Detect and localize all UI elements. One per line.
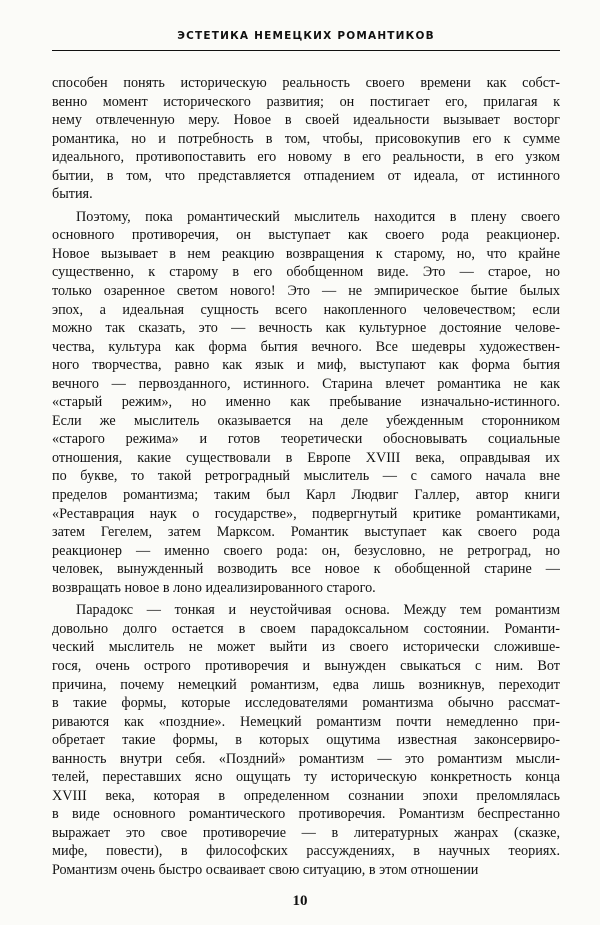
text-line: ческий мыслитель не может выйти из своего исторически сложивше- bbox=[52, 639, 560, 656]
text-line: бытии, в том, что представляется отпадением от идеала, от истинного bbox=[52, 167, 560, 184]
header-rule bbox=[52, 50, 560, 51]
text-line: причина, почему немецкий романтизм, едва лишь возникнув, переходит bbox=[52, 676, 560, 693]
running-header: ЭСТЕТИКА НЕМЕЦКИХ РОМАНТИКОВ bbox=[177, 30, 435, 42]
text-line: нему отвлеченную меру. Новое в своей идеальности вызывает восторг bbox=[52, 112, 560, 129]
text-line: можно так сказать, это — вечность как культурное достояние челове- bbox=[52, 320, 560, 337]
text-line: чества, культура как форма бытия вечного. Все шедевры художествен- bbox=[52, 338, 560, 355]
text-line: Если же мыслитель оказывается на деле убежденным сторонником bbox=[52, 412, 560, 429]
body-text bbox=[52, 74, 560, 880]
text-line: Поэтому, пока романтический мыслитель находится в плену своего bbox=[76, 208, 560, 225]
text-line: «Реставрация наук о государстве», подвергнутый критике романтиками, bbox=[52, 505, 560, 522]
text-line: выражает это свое противоречие — в литературных жанрах (сказке, bbox=[52, 824, 560, 841]
text-line: бытия. bbox=[52, 186, 93, 203]
page-number: 10 bbox=[292, 893, 308, 909]
text-line: мифе, повести), в философских рассуждениях, в научных теориях. bbox=[52, 843, 560, 860]
text-line: в такие формы, которые исследователями романтизма обычно рассмат- bbox=[52, 695, 560, 712]
text-line: эпох, а идеальная сущность всего накопленного человечеством; если bbox=[52, 301, 560, 318]
text-line: отношения, какие существовали в Европе XVIII века, оправдывая их bbox=[52, 449, 560, 466]
text-line: вечного — первозданного, истинного. Старина влечет романтика не как bbox=[52, 375, 560, 392]
text-line: риваются как «поздние». Немецкий романтизм почти немедленно при- bbox=[52, 713, 560, 730]
text-line: ванность внутри себя. «Поздний» романтизм — это романтизм мысли- bbox=[52, 750, 560, 767]
text-line: Парадокс — тонкая и неустойчивая основа. Между тем романтизм bbox=[76, 602, 560, 619]
text-line: «старого режима» и готов теоретически обосновывать социальные bbox=[52, 431, 560, 448]
text-line: ного творчества, равно как язык и миф, выступают как форма бытия bbox=[52, 357, 560, 374]
text-line: довольно долго остается в своем парадоксальном состоянии. Романти- bbox=[52, 620, 560, 637]
text-line: пределов романтизма; таким был Карл Людвиг Галлер, автор книги bbox=[52, 487, 560, 504]
text-line: способен понять историческую реальность своего времени как собст- bbox=[52, 75, 560, 91]
text-line: романтика, но и потребность в том, чтобы, присовокупив его к сумме bbox=[52, 130, 560, 147]
text-line: по букве, то такой ретроградный мыслитель — с самого начала вне bbox=[52, 468, 560, 485]
text-line: обретает такие формы, в которых ощутима известная законсервиро- bbox=[52, 732, 560, 749]
text-line: в виде основного романтического противоречия. Романтизм беспрестанно bbox=[52, 806, 560, 823]
text-line: Романтизм очень быстро осваивает свою ситуацию, в этом отношении bbox=[52, 861, 479, 878]
paragraph bbox=[52, 74, 560, 204]
text-line: существенно, к старому в его обобщенном виде. Это — старое, но bbox=[52, 264, 560, 281]
text-line: затем Гегелем, затем Марксом. Романтик выступает как своего рода bbox=[52, 524, 560, 541]
text-line: реакционер — именно своего рода: он, безусловно, не ретроград, но bbox=[52, 542, 560, 559]
text-line: идеального, противопоставить его новому в его реальности, в его узком bbox=[52, 149, 560, 166]
text-line: только озаренное светом нового! Это — не эмпирическое бытие былых bbox=[52, 283, 560, 300]
paragraph bbox=[52, 208, 560, 597]
text-line: венно момент исторического развития; он постигает его, прилагая к bbox=[52, 93, 560, 110]
text-line: телей, переставших ясно ощущать ту историческую конкретность конца bbox=[52, 769, 560, 786]
text-line: XVIII века, которая в определенном сознании эпохи преломлялась bbox=[52, 787, 560, 804]
text-line: «старый режим», но именно как пребывание изначально-истинного. bbox=[52, 394, 560, 411]
paragraph bbox=[52, 601, 560, 879]
text-line: Новое вызывает в нем реакцию возвращения к старому, но, что крайне bbox=[52, 245, 560, 262]
text-line: возвращать новое в лоно идеализированного старого. bbox=[52, 579, 376, 596]
text-line: основного противоречия, он выступает как своего рода реакционер. bbox=[52, 227, 560, 244]
text-line: гося, очень острого противоречия и вынужден свыкаться с ним. Вот bbox=[52, 657, 560, 674]
text-line: человек, вынужденный возводить все новое к обобщенной старине — bbox=[52, 561, 560, 578]
